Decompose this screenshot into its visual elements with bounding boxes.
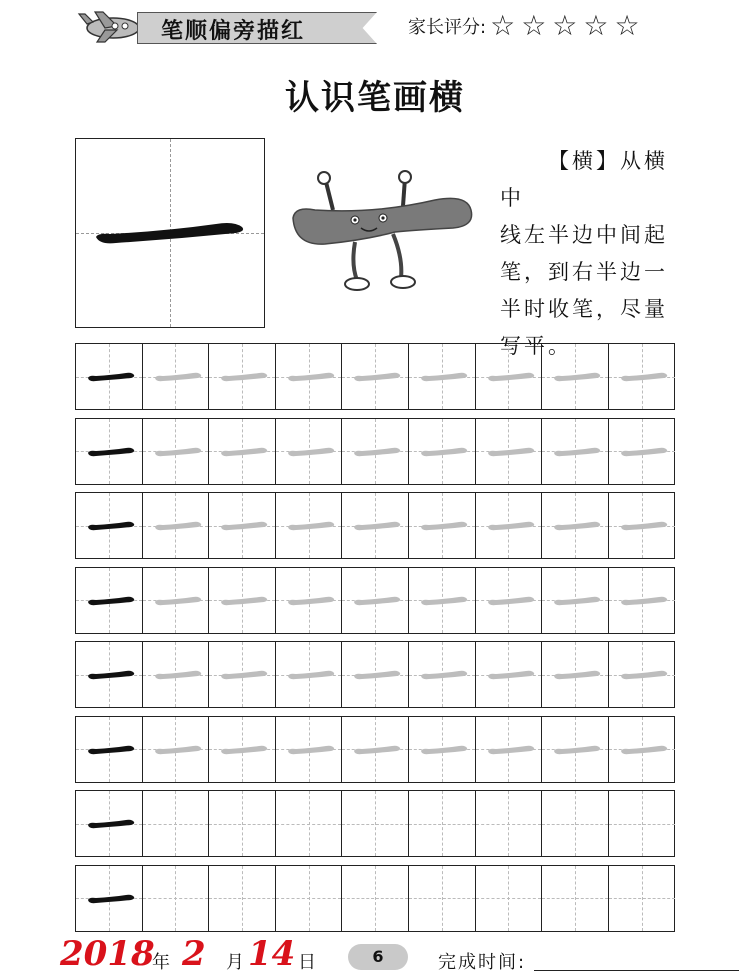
heng-stroke-example xyxy=(76,493,142,559)
practice-grid xyxy=(75,343,675,939)
practice-cell[interactable] xyxy=(143,344,210,409)
practice-cell[interactable] xyxy=(409,642,476,707)
completion-time-label: 完成时间: xyxy=(438,952,527,973)
star-icon[interactable]: ☆ xyxy=(583,9,609,42)
heng-stroke-trace xyxy=(542,493,608,559)
practice-cell[interactable] xyxy=(476,568,543,633)
heng-stroke-trace xyxy=(342,568,408,634)
practice-cell[interactable] xyxy=(476,866,543,931)
practice-cell[interactable] xyxy=(276,717,343,782)
heng-stroke-trace xyxy=(209,419,275,485)
practice-cell[interactable] xyxy=(276,493,343,558)
heng-stroke-trace xyxy=(209,493,275,559)
practice-cell[interactable] xyxy=(342,866,409,931)
practice-cell[interactable] xyxy=(542,642,609,707)
month-unit: 月 xyxy=(226,952,244,973)
heng-stroke-trace xyxy=(476,717,542,783)
practice-cell[interactable] xyxy=(342,717,409,782)
date-day[interactable]: 14 xyxy=(248,934,296,974)
completion-time-field[interactable] xyxy=(534,970,739,971)
year-unit: 年 xyxy=(152,952,170,973)
practice-cell[interactable] xyxy=(542,791,609,856)
heng-stroke-example xyxy=(76,642,142,708)
practice-cell[interactable] xyxy=(276,419,343,484)
practice-cell[interactable] xyxy=(143,568,210,633)
heng-stroke-trace xyxy=(609,419,675,485)
heng-stroke-trace xyxy=(143,493,209,559)
practice-cell[interactable] xyxy=(609,717,676,782)
practice-cell[interactable] xyxy=(143,419,210,484)
practice-cell[interactable] xyxy=(276,866,343,931)
date-month[interactable]: 2 xyxy=(182,934,206,974)
description-line: 笔，到右半边一 xyxy=(500,260,668,284)
heng-stroke-trace xyxy=(409,344,475,410)
practice-cell[interactable] xyxy=(409,568,476,633)
practice-cell[interactable] xyxy=(609,344,676,409)
header-banner xyxy=(75,6,375,46)
heng-stroke-trace xyxy=(209,344,275,410)
practice-cell[interactable] xyxy=(609,419,676,484)
model-character-box xyxy=(75,138,265,328)
example-cell xyxy=(76,717,143,782)
heng-stroke-trace xyxy=(276,419,342,485)
practice-cell[interactable] xyxy=(476,493,543,558)
heng-stroke-model xyxy=(76,139,266,329)
example-cell xyxy=(76,791,143,856)
heng-stroke-trace xyxy=(276,344,342,410)
heng-stroke-example xyxy=(76,344,142,410)
heng-stroke-trace xyxy=(609,344,675,410)
footer xyxy=(60,934,750,976)
heng-stroke-trace xyxy=(209,642,275,708)
heng-stroke-trace xyxy=(276,642,342,708)
heng-stroke-trace xyxy=(209,717,275,783)
description-line: 【横】从横中 xyxy=(500,149,668,210)
practice-cell[interactable] xyxy=(342,344,409,409)
banner-title: 笔顺偏旁描红 xyxy=(161,19,306,44)
practice-cell[interactable] xyxy=(542,717,609,782)
example-cell xyxy=(76,568,143,633)
practice-cell[interactable] xyxy=(542,493,609,558)
practice-cell[interactable] xyxy=(476,791,543,856)
practice-cell[interactable] xyxy=(342,642,409,707)
practice-cell[interactable] xyxy=(209,791,276,856)
heng-stroke-trace xyxy=(409,419,475,485)
heng-stroke-example xyxy=(76,717,142,783)
practice-cell[interactable] xyxy=(542,344,609,409)
practice-row xyxy=(75,567,675,634)
example-cell xyxy=(76,344,143,409)
heng-stroke-trace xyxy=(143,344,209,410)
heng-stroke-trace xyxy=(143,419,209,485)
example-cell xyxy=(76,866,143,931)
description-line: 半时收笔，尽量 xyxy=(500,297,668,321)
practice-cell[interactable] xyxy=(476,717,543,782)
heng-stroke-trace xyxy=(476,419,542,485)
heng-stroke-example xyxy=(76,568,142,634)
practice-cell[interactable] xyxy=(609,642,676,707)
heng-stroke-trace xyxy=(342,493,408,559)
practice-cell[interactable] xyxy=(609,493,676,558)
practice-cell[interactable] xyxy=(609,866,676,931)
heng-stroke-trace xyxy=(409,642,475,708)
heng-stroke-trace xyxy=(476,568,542,634)
practice-cell[interactable] xyxy=(143,866,210,931)
practice-cell[interactable] xyxy=(409,344,476,409)
rating-stars xyxy=(490,9,646,42)
practice-cell[interactable] xyxy=(409,791,476,856)
heng-stroke-trace xyxy=(609,642,675,708)
practice-row xyxy=(75,343,675,410)
practice-row xyxy=(75,716,675,783)
practice-cell[interactable] xyxy=(276,344,343,409)
star-icon[interactable]: ☆ xyxy=(552,9,578,42)
heng-stroke-example xyxy=(76,419,142,485)
practice-cell[interactable] xyxy=(409,493,476,558)
practice-cell[interactable] xyxy=(342,419,409,484)
practice-cell[interactable] xyxy=(209,419,276,484)
practice-row xyxy=(75,790,675,857)
practice-cell[interactable] xyxy=(542,866,609,931)
star-icon[interactable]: ☆ xyxy=(490,9,516,42)
practice-cell[interactable] xyxy=(143,791,210,856)
practice-cell[interactable] xyxy=(143,642,210,707)
heng-stroke-trace xyxy=(609,568,675,634)
practice-cell[interactable] xyxy=(409,866,476,931)
heng-stroke-trace xyxy=(342,344,408,410)
practice-row xyxy=(75,492,675,559)
practice-cell[interactable] xyxy=(476,344,543,409)
practice-cell[interactable] xyxy=(409,419,476,484)
heng-stroke-trace xyxy=(609,717,675,783)
star-icon[interactable]: ☆ xyxy=(521,9,547,42)
heng-stroke-trace xyxy=(276,493,342,559)
practice-cell[interactable] xyxy=(342,791,409,856)
lesson-title: 认识笔画横 xyxy=(285,78,465,118)
heng-stroke-example xyxy=(76,866,142,932)
heng-stroke-trace xyxy=(143,642,209,708)
practice-row xyxy=(75,865,675,932)
example-cell xyxy=(76,419,143,484)
practice-cell[interactable] xyxy=(476,419,543,484)
practice-cell[interactable] xyxy=(143,717,210,782)
practice-cell[interactable] xyxy=(276,642,343,707)
heng-stroke-trace xyxy=(143,717,209,783)
practice-cell[interactable] xyxy=(276,791,343,856)
stroke-mascot-illustration xyxy=(285,170,475,300)
heng-stroke-trace xyxy=(542,419,608,485)
heng-stroke-trace xyxy=(542,642,608,708)
heng-stroke-trace xyxy=(276,717,342,783)
heng-stroke-trace xyxy=(542,568,608,634)
practice-cell[interactable] xyxy=(276,568,343,633)
practice-cell[interactable] xyxy=(609,568,676,633)
heng-stroke-trace xyxy=(409,717,475,783)
heng-stroke-trace xyxy=(342,419,408,485)
practice-cell[interactable] xyxy=(209,866,276,931)
date-year[interactable]: 2018 xyxy=(60,934,155,974)
practice-cell[interactable] xyxy=(143,493,210,558)
practice-cell[interactable] xyxy=(342,493,409,558)
heng-stroke-trace xyxy=(409,493,475,559)
heng-stroke-trace xyxy=(409,568,475,634)
practice-cell[interactable] xyxy=(476,642,543,707)
practice-cell[interactable] xyxy=(209,642,276,707)
heng-stroke-trace xyxy=(609,493,675,559)
practice-cell[interactable] xyxy=(209,344,276,409)
practice-cell[interactable] xyxy=(209,568,276,633)
heng-stroke-trace xyxy=(476,344,542,410)
description-line: 写平。 xyxy=(500,334,572,358)
practice-row xyxy=(75,418,675,485)
heng-stroke-trace xyxy=(342,717,408,783)
page-number-badge: 6 xyxy=(348,944,408,970)
practice-cell[interactable] xyxy=(209,493,276,558)
practice-cell[interactable] xyxy=(342,568,409,633)
heng-stroke-trace xyxy=(143,568,209,634)
practice-cell[interactable] xyxy=(409,717,476,782)
heng-stroke-example xyxy=(76,791,142,857)
practice-cell[interactable] xyxy=(209,717,276,782)
heng-stroke-trace xyxy=(476,642,542,708)
practice-cell[interactable] xyxy=(609,791,676,856)
heng-stroke-trace xyxy=(342,642,408,708)
description-line: 线左半边中间起 xyxy=(500,223,668,247)
example-cell xyxy=(76,493,143,558)
practice-cell[interactable] xyxy=(542,568,609,633)
practice-cell[interactable] xyxy=(542,419,609,484)
example-cell xyxy=(76,642,143,707)
stroke-description xyxy=(500,143,680,365)
star-icon[interactable]: ☆ xyxy=(614,9,640,42)
heng-stroke-trace xyxy=(276,568,342,634)
rating-label: 家长评分: xyxy=(408,17,487,38)
parent-rating xyxy=(408,9,646,42)
heng-stroke-trace xyxy=(476,493,542,559)
heng-stroke-trace xyxy=(542,717,608,783)
practice-row xyxy=(75,641,675,708)
day-unit: 日 xyxy=(298,952,316,973)
heng-stroke-trace xyxy=(209,568,275,634)
heng-stroke-trace xyxy=(542,344,608,410)
